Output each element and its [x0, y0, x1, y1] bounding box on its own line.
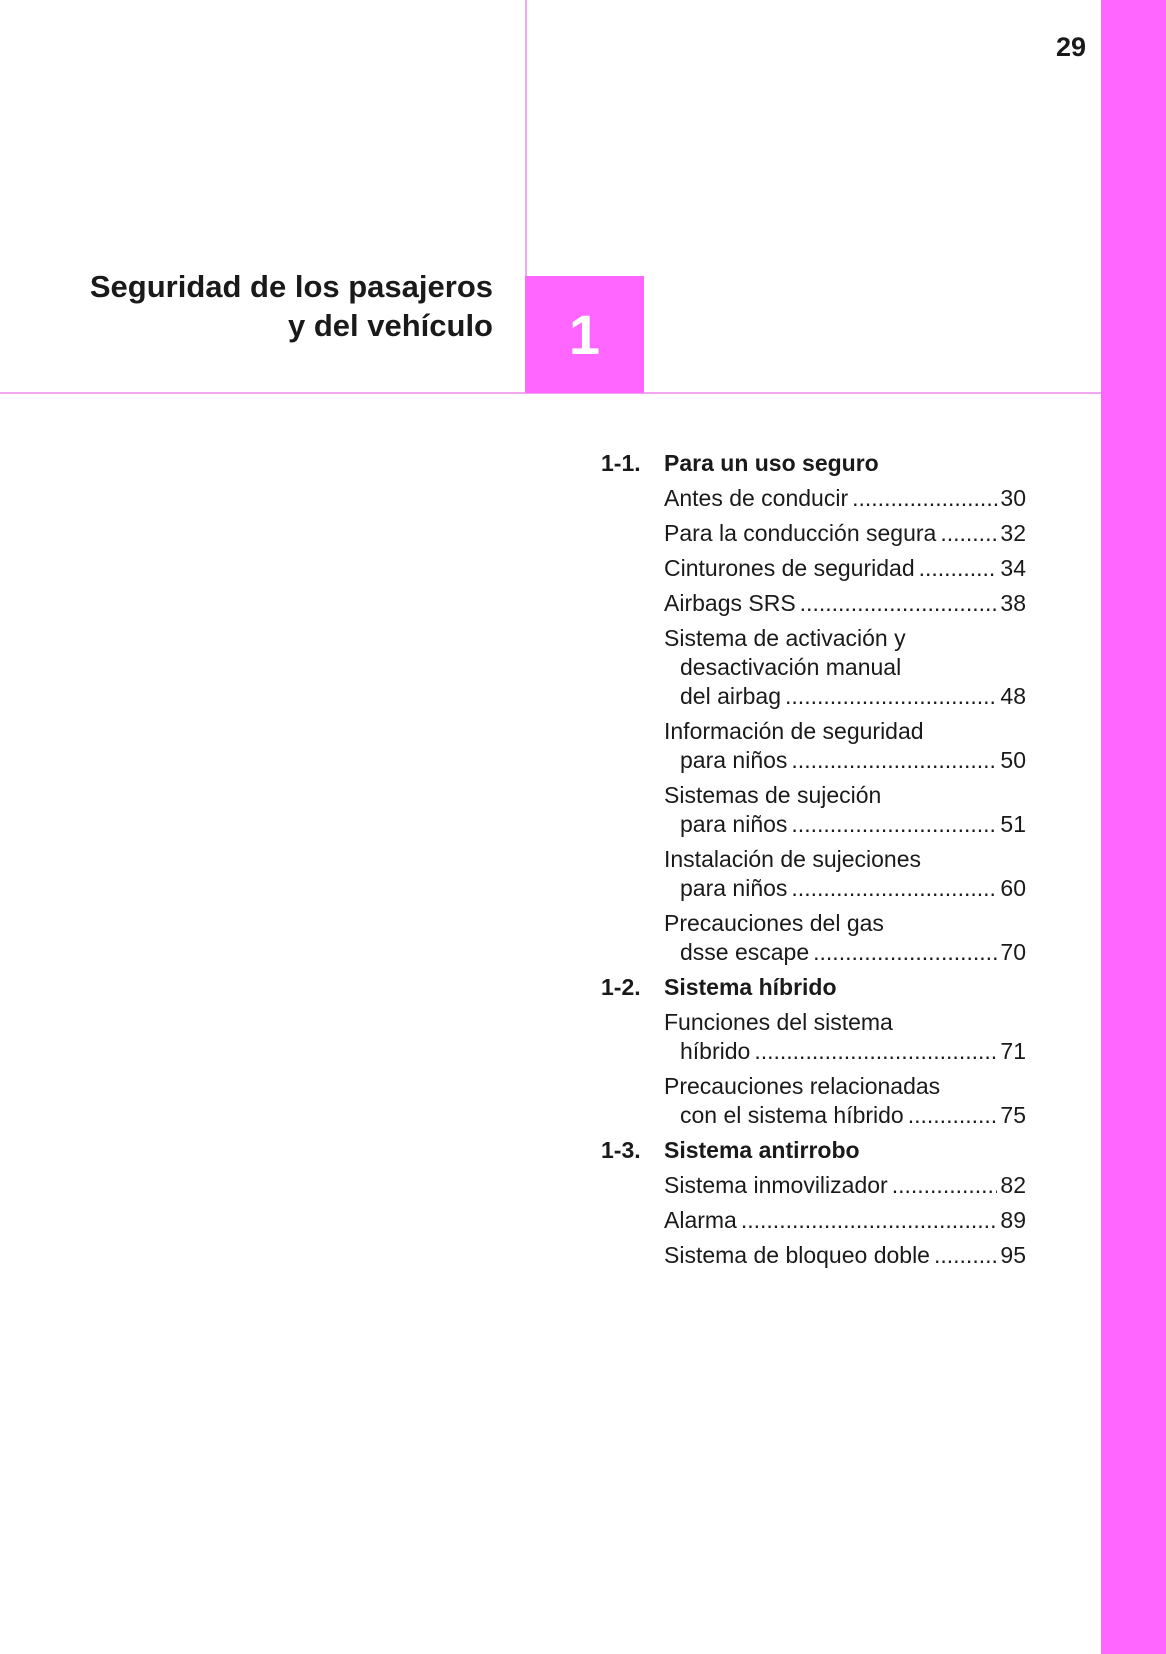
- toc-entry[interactable]: [664, 717, 1026, 775]
- toc-section: [601, 1136, 1026, 1270]
- toc-entry-text: Precauciones relacionadas: [664, 1073, 941, 1099]
- toc-entry[interactable]: [664, 781, 1026, 839]
- toc-entry-text: Alarma: [664, 1207, 737, 1233]
- toc-entry-line: [664, 938, 1026, 967]
- toc-section-heading[interactable]: [601, 1136, 1026, 1164]
- toc-entry-line: [664, 1101, 1026, 1130]
- toc-entry-line: [664, 484, 1026, 513]
- toc-dot-leader: [785, 682, 997, 711]
- toc-entry[interactable]: [664, 624, 1026, 711]
- toc-dot-leader: [934, 1241, 997, 1270]
- toc-entry[interactable]: [664, 1072, 1026, 1130]
- chapter-number: 1: [568, 303, 601, 366]
- toc-section-title: Sistema híbrido: [664, 974, 837, 1000]
- toc-page-number: 70: [1000, 939, 1026, 965]
- toc-entry-line: [664, 1206, 1026, 1235]
- toc-entry[interactable]: [664, 1241, 1026, 1270]
- toc-page-number: 82: [1000, 1172, 1026, 1198]
- toc-entry-text: para niños: [680, 811, 788, 837]
- toc-entry-text: del airbag: [680, 683, 782, 709]
- toc-entry-line: [664, 874, 1026, 903]
- toc-page-number: 75: [1000, 1102, 1026, 1128]
- toc-entry[interactable]: [664, 845, 1026, 903]
- toc-entry-text: dsse escape: [680, 939, 810, 965]
- toc-entry-text: Instalación de sujeciones: [664, 846, 921, 872]
- toc-dot-leader: [791, 874, 997, 903]
- page-number: 29: [1055, 32, 1086, 62]
- toc-entry-text: Sistema inmovilizador: [664, 1172, 888, 1198]
- toc-section-heading[interactable]: [601, 973, 1026, 1001]
- toc-section: [601, 973, 1026, 1130]
- toc-page-number: 95: [1000, 1242, 1026, 1268]
- section-title: [40, 267, 493, 345]
- toc-page-number: 34: [1000, 555, 1026, 581]
- toc-entry-line: [664, 1037, 1026, 1066]
- toc-entry-line: [664, 682, 1026, 711]
- toc-dot-leader: [908, 1101, 997, 1130]
- toc-page-number: 38: [1000, 590, 1026, 616]
- toc-dot-leader: [919, 554, 997, 583]
- toc-entry-text: Cinturones de seguridad: [664, 555, 915, 581]
- toc-section-title: Para un uso seguro: [664, 450, 879, 476]
- toc-dot-leader: [813, 938, 997, 967]
- toc-entry-line: [664, 589, 1026, 618]
- toc-section-title: Sistema antirrobo: [664, 1137, 860, 1163]
- toc-entry-text: para niños: [680, 747, 788, 773]
- toc-entry[interactable]: [664, 589, 1026, 618]
- toc-entry-text: Información de seguridad: [664, 718, 924, 744]
- table-of-contents: [601, 449, 1026, 1276]
- toc-dot-leader: [892, 1171, 997, 1200]
- toc-entry-line: [664, 519, 1026, 548]
- toc-dot-leader: [791, 810, 997, 839]
- toc-entry-line: [664, 1241, 1026, 1270]
- section-title-line-2: y del vehículo: [287, 308, 493, 343]
- toc-dot-leader: [852, 484, 997, 513]
- toc-entry-line: [664, 810, 1026, 839]
- toc-entry-line: [664, 554, 1026, 583]
- toc-entry[interactable]: [664, 909, 1026, 967]
- toc-entry[interactable]: [664, 519, 1026, 548]
- toc-entry-text: Para la conducción segura: [664, 520, 937, 546]
- toc-entry-text: Funciones del sistema: [664, 1009, 893, 1035]
- toc-entry[interactable]: [664, 1008, 1026, 1066]
- chapter-number-box: [525, 276, 644, 393]
- toc-section-number: 1-3.: [601, 1137, 641, 1163]
- toc-dot-leader: [791, 746, 997, 775]
- toc-dot-leader: [800, 589, 997, 618]
- toc-dot-leader: [754, 1037, 997, 1066]
- toc-page-number: 32: [1000, 520, 1026, 546]
- toc-dot-leader: [940, 519, 997, 548]
- toc-entry-text: Sistema de bloqueo doble: [664, 1242, 930, 1268]
- toc-entry-text: con el sistema híbrido: [680, 1102, 904, 1128]
- toc-entry-text: desactivación manual: [680, 654, 902, 680]
- section-title-line-1: Seguridad de los pasajeros: [89, 269, 493, 304]
- toc-entry-text: Sistemas de sujeción: [664, 782, 882, 808]
- toc-section-number: 1-2.: [601, 974, 641, 1000]
- toc-entry-text: para niños: [680, 875, 788, 901]
- toc-page-number: 48: [1000, 683, 1026, 709]
- toc-page-number: 30: [1000, 485, 1026, 511]
- toc-page-number: 51: [1000, 811, 1026, 837]
- chapter-side-tab: [1101, 0, 1166, 1654]
- toc-dot-leader: [741, 1206, 997, 1235]
- toc-entry-line: [664, 1171, 1026, 1200]
- toc-entry-text: Precauciones del gas: [664, 910, 884, 936]
- toc-section: [601, 449, 1026, 967]
- toc-entry-text: Antes de conducir: [664, 485, 849, 511]
- toc-page-number: 71: [1000, 1038, 1026, 1064]
- toc-entry[interactable]: [664, 554, 1026, 583]
- toc-entry-line: [664, 746, 1026, 775]
- toc-entry[interactable]: [664, 1206, 1026, 1235]
- toc-entry-text: Sistema de activación y: [664, 625, 906, 651]
- toc-entry[interactable]: [664, 1171, 1026, 1200]
- toc-entry-text: Airbags SRS: [664, 590, 796, 616]
- toc-section-heading[interactable]: [601, 449, 1026, 477]
- toc-page-number: 60: [1000, 875, 1026, 901]
- toc-page-number: 50: [1000, 747, 1026, 773]
- toc-section-number: 1-1.: [601, 450, 641, 476]
- toc-page-number: 89: [1000, 1207, 1026, 1233]
- toc-entry[interactable]: [664, 484, 1026, 513]
- toc-entry-text: híbrido: [680, 1038, 751, 1064]
